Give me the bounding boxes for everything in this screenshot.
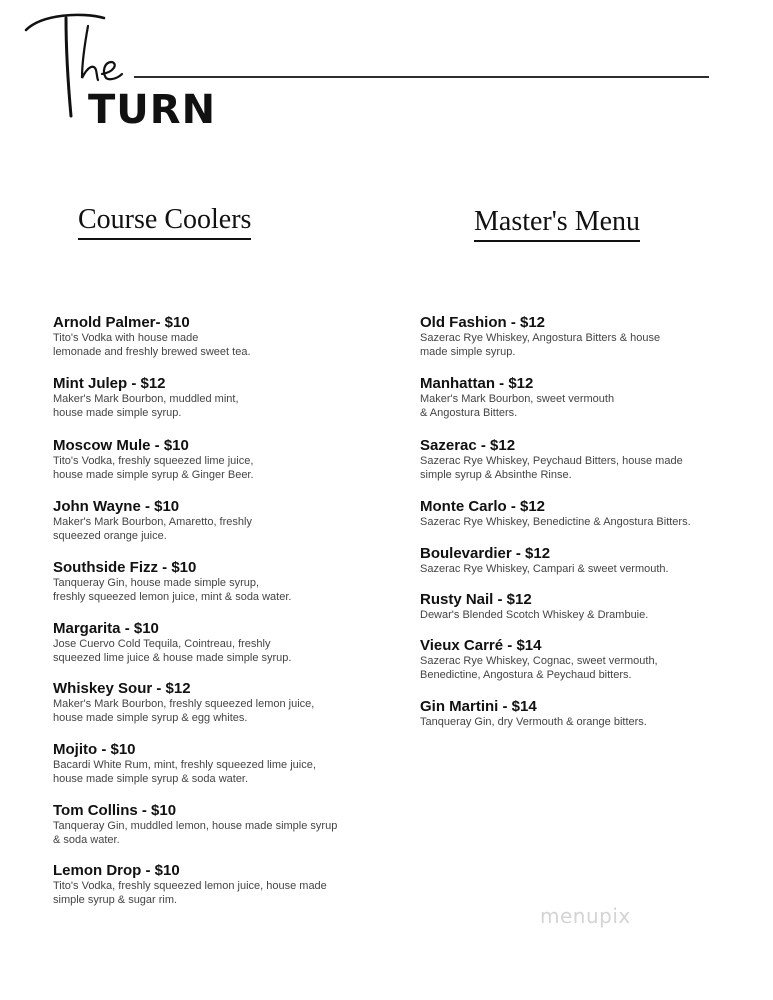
menu-item [53,437,254,482]
menu-item [53,620,291,665]
item-description: Tito's Vodka, freshly squeezed lime juice, house made simple syrup & Ginger Beer. [53,455,254,481]
item-description: Maker's Mark Bourbon, Amaretto, freshly squeezed orange juice. [53,516,252,542]
item-name: Southside Fizz - $10 [53,559,197,576]
menu-item [420,498,691,529]
item-description: Maker's Mark Bourbon, freshly squeezed lemon juice, house made simple syrup & egg whites. [53,698,315,724]
item-description: Sazerac Rye Whiskey, Peychaud Bitters, house made simple syrup & Absinthe Rinse. [420,455,683,481]
menu-item [53,741,316,786]
item-name: Tom Collins - $10 [53,802,177,819]
item-name: Boulevardier - $12 [420,545,551,562]
menu-item [53,559,291,604]
item-description: Tanqueray Gin, dry Vermouth & orange bitters. [420,716,647,728]
menu-item [53,862,327,907]
item-description: Bacardi White Rum, mint, freshly squeezed lime juice, house made simple syrup & soda water. [53,759,316,785]
item-description: Jose Cuervo Cold Tequila, Cointreau, freshly squeezed lime juice & house made simple syrup. [53,638,292,664]
item-name: Arnold Palmer- $10 [53,314,190,331]
item-name: Lemon Drop - $10 [53,862,180,879]
item-name: Mojito - $10 [53,741,136,758]
item-description: Tito's Vodka, freshly squeezed lemon juice, house made simple syrup & sugar rim. [53,880,327,906]
menu-item [420,375,614,420]
item-description: Dewar's Blended Scotch Whiskey & Drambuie. [420,609,649,621]
item-name: Old Fashion - $12 [420,314,546,331]
item-name: Margarita - $10 [53,620,159,637]
item-description: Sazerac Rye Whiskey, Campari & sweet vermouth. [420,563,669,575]
watermark-logo: menupix [540,904,631,928]
menu-item [420,545,669,576]
course-coolers-heading: Course Coolers [78,203,251,240]
item-name: Rusty Nail - $12 [420,591,532,608]
menu-item [53,802,337,847]
item-name: Gin Martini - $14 [420,698,537,715]
item-description: Sazerac Rye Whiskey, Benedictine & Angostura Bitters. [420,516,691,528]
menu-item [420,637,658,682]
item-name: Monte Carlo - $12 [420,498,546,515]
item-name: Sazerac - $12 [420,437,516,454]
logo-word: TURN [88,87,217,133]
menu-item [420,591,648,622]
item-description: Sazerac Rye Whiskey, Cognac, sweet vermouth, Benedictine, Angostura & Peychaud bitters. [420,655,658,681]
item-description: Tito's Vodka with house made lemonade and freshly brewed sweet tea. [53,332,251,358]
menu-item [53,314,251,359]
item-description: Tanqueray Gin, house made simple syrup, freshly squeezed lemon juice, mint & soda water. [53,577,292,603]
menu-item [420,437,683,482]
menu-item [53,498,252,543]
item-description: Maker's Mark Bourbon, muddled mint, house made simple syrup. [53,393,239,419]
item-name: Manhattan - $12 [420,375,534,392]
item-description: Sazerac Rye Whiskey, Angostura Bitters & house made simple syrup. [420,332,661,358]
logo [22,8,722,138]
item-name: Mint Julep - $12 [53,375,166,392]
menu-item [420,314,660,359]
menu-item [53,680,314,725]
item-description: Tanqueray Gin, muddled lemon, house made simple syrup & soda water. [53,820,338,846]
menu-item [53,375,239,420]
item-name: Whiskey Sour - $12 [53,680,191,697]
item-name: Moscow Mule - $10 [53,437,189,454]
masters-menu-heading: Master's Menu [474,205,640,242]
item-name: Vieux Carré - $14 [420,637,542,654]
item-description: Maker's Mark Bourbon, sweet vermouth & Angostura Bitters. [420,393,615,419]
item-name: John Wayne - $10 [53,498,180,515]
menu-item [420,698,647,729]
